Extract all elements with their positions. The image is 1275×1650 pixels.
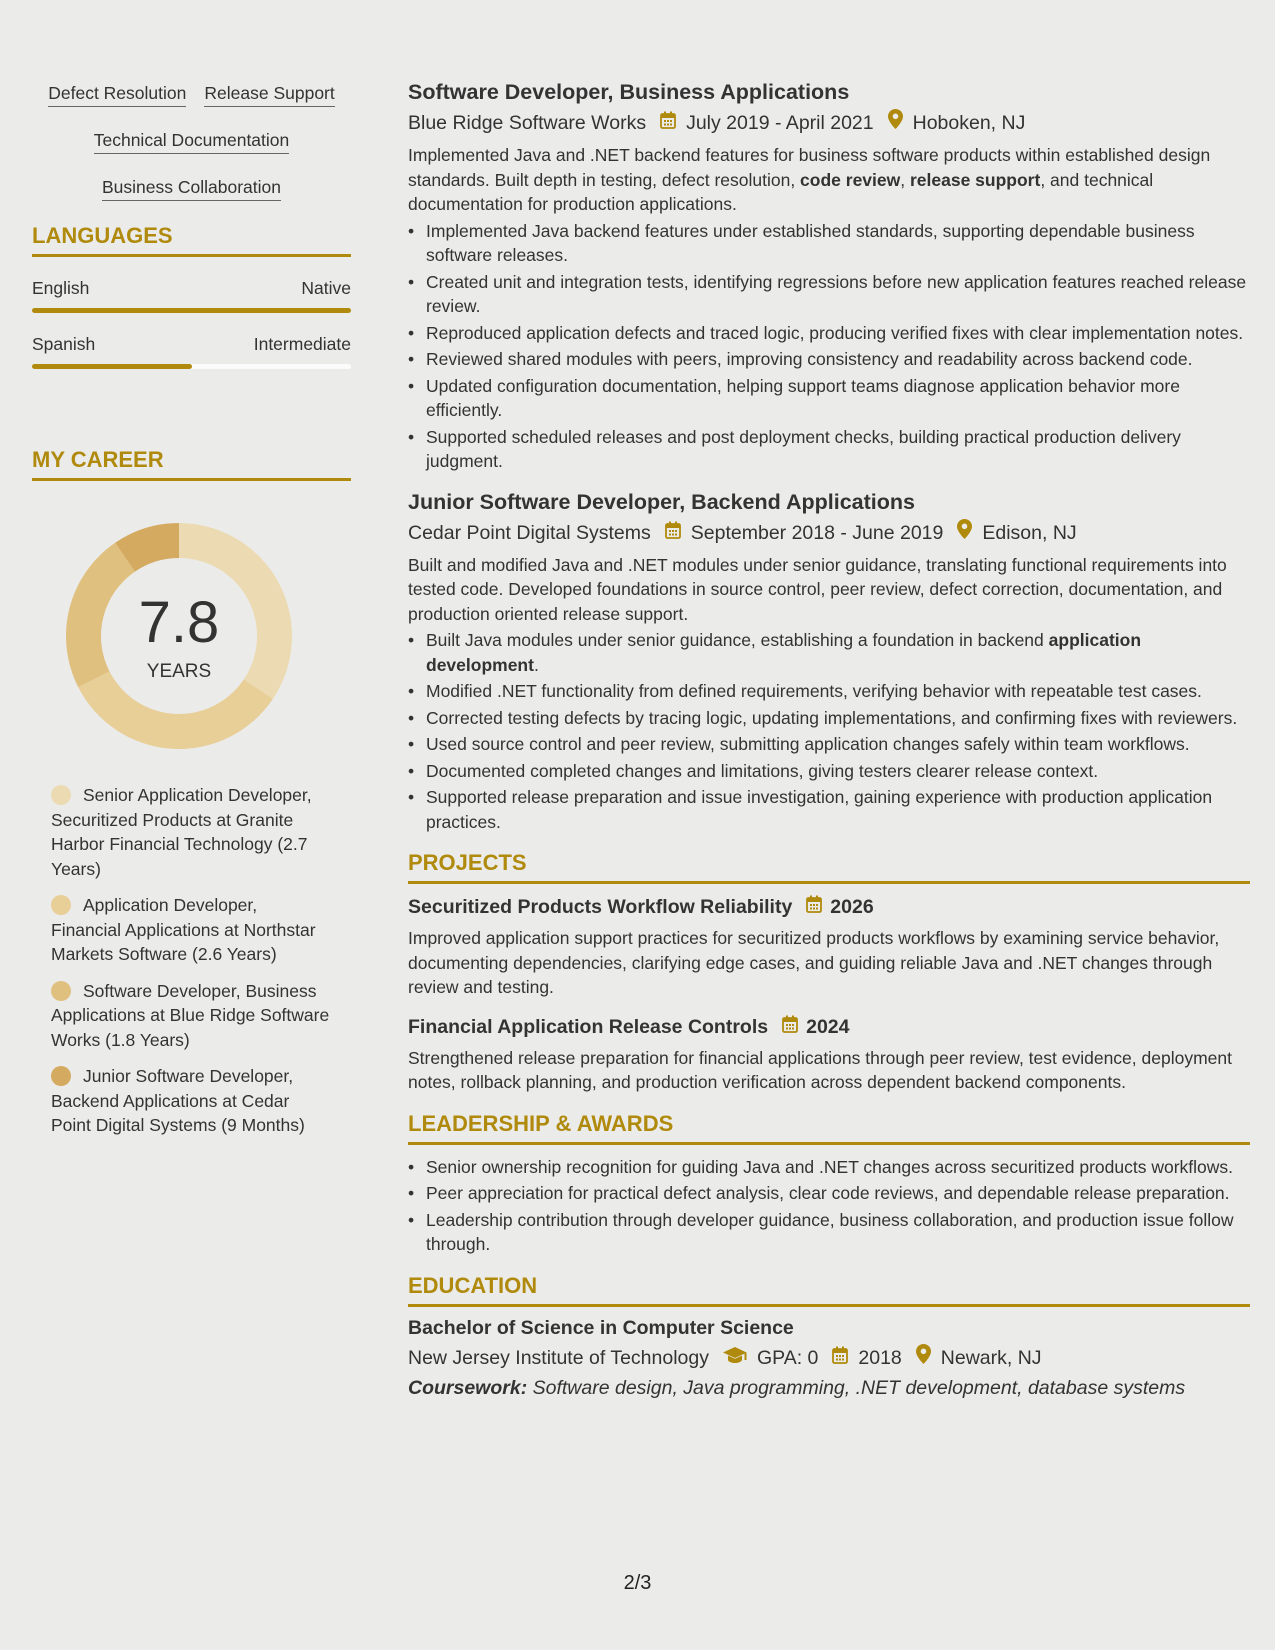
gpa: GPA: 0 bbox=[756, 1346, 819, 1369]
bullet-item: • Documented completed changes and limitations, giving testers clearer release context. bbox=[408, 759, 1250, 784]
legend-dot bbox=[51, 1066, 71, 1086]
award-item: • Peer appreciation for practical defect analysis, clear code reviews, and dependable release preparation. bbox=[408, 1181, 1250, 1206]
project-title: Financial Application Release Controls bbox=[408, 1015, 769, 1038]
calendar-icon bbox=[806, 894, 822, 920]
language-name: Spanish bbox=[32, 334, 96, 354]
job-summary bbox=[408, 143, 1250, 217]
job-meta bbox=[408, 519, 1250, 547]
skills-row-3 bbox=[32, 176, 351, 201]
award-item: • Senior ownership recognition for guiding Java and .NET changes across securitized products workflows. bbox=[408, 1155, 1250, 1180]
career-heading: MY CAREER bbox=[32, 447, 351, 481]
calendar-icon bbox=[782, 1014, 798, 1040]
bullet-item: • Reproduced application defects and traced logic, producing verified fixes with clear implementation notes. bbox=[408, 321, 1250, 346]
summary-bold: code review bbox=[800, 169, 901, 190]
job-dates: July 2019 - April 2021 bbox=[686, 112, 874, 134]
career-legend-label: Software Developer, Business Applications at Blue Ridge Software Works (1.8 Years) bbox=[51, 980, 330, 1050]
job-location: Hoboken, NJ bbox=[912, 112, 1026, 134]
bullet-item bbox=[408, 628, 1250, 677]
calendar-icon bbox=[660, 109, 676, 137]
education-meta bbox=[408, 1344, 1250, 1372]
job-dates: September 2018 - June 2019 bbox=[690, 521, 944, 544]
calendar-icon bbox=[665, 519, 681, 547]
summary-text: Implemented Java and .NET backend features for business software products within established design standards. Built depth in testing, defect resolution, bbox=[408, 145, 1211, 190]
skill-tag: Business Collaboration bbox=[102, 176, 281, 201]
skills-row-2 bbox=[32, 129, 351, 154]
career-legend-item bbox=[51, 893, 331, 967]
graduation-year: 2018 bbox=[858, 1346, 902, 1369]
project-entry bbox=[408, 1014, 1250, 1095]
language-bar-fill bbox=[32, 308, 351, 313]
bullet-item: • Reviewed shared modules with peers, improving consistency and readability across backend code. bbox=[408, 347, 1250, 372]
coursework-text: Software design, Java programming, .NET development, database systems bbox=[532, 1376, 1186, 1399]
project-entry bbox=[408, 894, 1250, 1000]
job-entry bbox=[408, 78, 1250, 474]
skill-tag: Release Support bbox=[204, 82, 334, 107]
skills-row-1 bbox=[32, 82, 351, 107]
skill-tag: Defect Resolution bbox=[48, 82, 186, 107]
awards-heading: LEADERSHIP & AWARDS bbox=[408, 1111, 1250, 1145]
language-bar bbox=[32, 308, 351, 313]
career-legend-label: Junior Software Developer, Backend Applications at Cedar Point Digital Systems (9 Months) bbox=[51, 1066, 305, 1135]
bullet-item: • Created unit and integration tests, identifying regressions before new application features reached release review. bbox=[408, 270, 1250, 319]
education-entry bbox=[408, 1315, 1250, 1402]
school-location: Newark, NJ bbox=[940, 1346, 1042, 1369]
bullet-bold: application development bbox=[426, 630, 1142, 675]
career-legend-item bbox=[51, 979, 331, 1053]
bullet-item: • Modified .NET functionality from defined requirements, verifying behavior with repeatable test cases. bbox=[408, 679, 1250, 704]
bullet-item: • Supported scheduled releases and post deployment checks, building practical production delivery judgment. bbox=[408, 425, 1250, 474]
job-company: Blue Ridge Software Works bbox=[408, 112, 647, 134]
award-item: • Leadership contribution through developer guidance, business collaboration, and production issue follow through. bbox=[408, 1208, 1250, 1257]
career-legend-item bbox=[51, 783, 331, 881]
legend-dot bbox=[51, 895, 71, 915]
project-description: Improved application support practices for securitized products workflows by examining service behavior, documenting dependencies, clarifying edge cases, and guiding reliable Java and .NET changes through review and testing. bbox=[408, 928, 1220, 997]
graduation-cap-icon bbox=[723, 1344, 747, 1372]
job-bullets bbox=[408, 628, 1250, 834]
legend-dot bbox=[51, 785, 71, 805]
bullet-item: • Supported release preparation and issue investigation, gaining experience with production application practices. bbox=[408, 785, 1250, 834]
bullet-text: . bbox=[533, 654, 539, 675]
job-location: Edison, NJ bbox=[982, 521, 1077, 544]
bullet-text: Built Java modules under senior guidance, establishing a foundation in backend bbox=[426, 630, 1049, 650]
language-name: English bbox=[32, 278, 90, 298]
career-total-years: 7.8 bbox=[138, 590, 220, 655]
project-year: 2026 bbox=[830, 896, 874, 918]
job-summary: Built and modified Java and .NET modules under senior guidance, translating functional requirements into tested code. Developed foundations in source control, peer review, defect correction, documentation, and production oriented release support. bbox=[408, 554, 1227, 624]
job-title: Software Developer, Business Applications bbox=[408, 80, 850, 104]
project-title: Securitized Products Workflow Reliability bbox=[408, 896, 793, 918]
location-pin-icon bbox=[888, 109, 903, 137]
job-entry bbox=[408, 488, 1250, 835]
project-title-row bbox=[408, 1014, 1250, 1040]
projects-heading: PROJECTS bbox=[408, 850, 1250, 884]
career-legend bbox=[51, 783, 331, 1138]
coursework-label: Coursework: bbox=[408, 1376, 528, 1399]
degree-title: Bachelor of Science in Computer Science bbox=[408, 1316, 794, 1339]
location-pin-icon bbox=[916, 1344, 931, 1372]
language-english bbox=[32, 277, 351, 313]
job-meta bbox=[408, 109, 1250, 137]
coursework bbox=[408, 1374, 1250, 1402]
project-year: 2024 bbox=[806, 1015, 850, 1038]
language-bar bbox=[32, 364, 351, 369]
career-donut-chart bbox=[64, 521, 294, 751]
language-bar-fill bbox=[32, 364, 192, 369]
bullet-item: • Implemented Java backend features under established standards, supporting dependable business software releases. bbox=[408, 219, 1250, 268]
sidebar bbox=[32, 82, 351, 1150]
location-pin-icon bbox=[957, 519, 972, 547]
education-heading: EDUCATION bbox=[408, 1273, 1250, 1307]
job-bullets bbox=[408, 219, 1250, 474]
bullet-item: • Corrected testing defects by tracing logic, updating implementations, and confirming fixes with reviewers. bbox=[408, 706, 1250, 731]
career-legend-label: Senior Application Developer, Securitized Products at Granite Harbor Financial Technology (2.7 Years) bbox=[51, 785, 312, 879]
languages-heading: LANGUAGES bbox=[32, 223, 351, 257]
calendar-icon bbox=[832, 1344, 848, 1372]
skill-tag: Technical Documentation bbox=[94, 129, 290, 154]
school-name: New Jersey Institute of Technology bbox=[408, 1346, 709, 1369]
language-level: Native bbox=[301, 278, 351, 298]
project-title-row bbox=[408, 894, 1250, 920]
career-legend-item bbox=[51, 1064, 331, 1138]
main-content bbox=[408, 78, 1250, 1402]
awards-section bbox=[408, 1155, 1250, 1257]
language-level: Intermediate bbox=[253, 334, 351, 354]
bullet-item: • Used source control and peer review, submitting application changes safely within team workflows. bbox=[408, 732, 1250, 757]
summary-text: , bbox=[900, 169, 910, 190]
language-spanish bbox=[32, 333, 351, 369]
job-title: Junior Software Developer, Backend Applications bbox=[408, 489, 915, 514]
awards-list bbox=[408, 1155, 1250, 1257]
career-legend-label: Application Developer, Financial Applications at Northstar Markets Software (2.6 Years) bbox=[51, 895, 316, 964]
job-company: Cedar Point Digital Systems bbox=[408, 521, 651, 544]
project-description: Strengthened release preparation for financial applications through peer review, test evidence, deployment notes, rollback planning, and production verification across dependent backend components. bbox=[408, 1047, 1232, 1092]
legend-dot bbox=[51, 981, 71, 1001]
bullet-item: • Updated configuration documentation, helping support teams diagnose application behavior more efficiently. bbox=[408, 374, 1250, 423]
summary-text: , and technical documentation for production applications. bbox=[408, 169, 1154, 214]
career-total-unit: YEARS bbox=[146, 661, 212, 682]
summary-bold: release support bbox=[909, 169, 1041, 190]
page-number: 2/3 bbox=[623, 1572, 652, 1594]
